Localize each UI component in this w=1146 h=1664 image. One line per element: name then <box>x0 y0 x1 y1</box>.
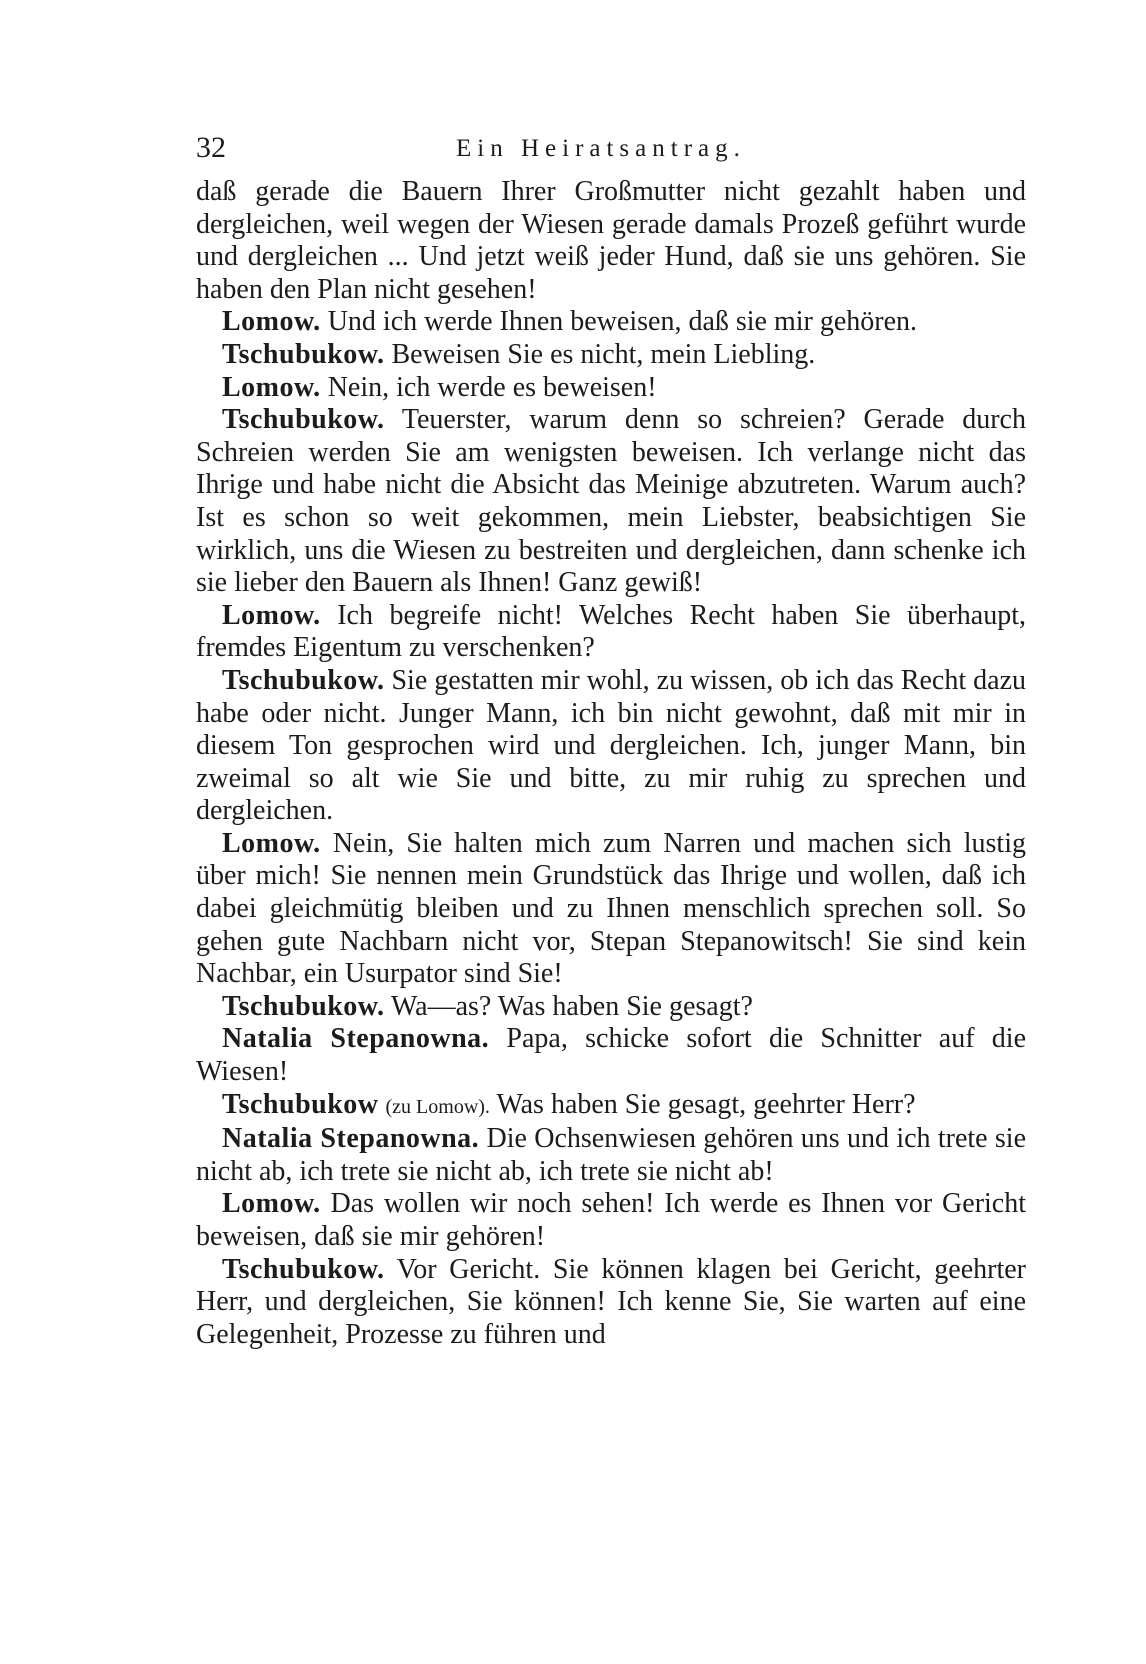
speaker-name: Tschubukow. <box>222 990 385 1022</box>
speaker-name: Natalia Stepanowna. <box>222 1023 490 1055</box>
paragraph <box>196 176 1026 306</box>
paragraph-text: Sie gestatten mir wohl, zu wissen, ob ich das Recht dazu habe oder nicht. Junger Mann, ich bin nicht gewohnt, daß mit mir in diesem Ton gesprochen wird und dergleichen. Ich, junger Mann, bin zweimal so alt wie Sie und bitte, zu mir ruhig zu sprechen und dergleichen. <box>196 664 1026 827</box>
paragraph-text: Papa, schicke sofort die Schnitter auf die Wiesen! <box>196 1023 1027 1088</box>
speaker-name: Lomow. <box>222 371 321 403</box>
paragraph <box>196 828 1026 991</box>
paragraph <box>196 991 1026 1024</box>
paragraph-text: Vor Gericht. Sie können klagen bei Gericht, geehrter Herr, und dergleichen, Sie können! Ich kenne Sie, Sie warten auf eine Gelegenheit, Prozesse zu führen und <box>196 1253 1026 1350</box>
speaker-name: Lomow. <box>222 599 321 631</box>
running-title: Ein Heiratsantrag. <box>456 135 746 162</box>
speaker-name: Natalia Stepanowna. <box>222 1123 480 1155</box>
paragraph <box>196 339 1026 372</box>
paragraph-text: Nein, Sie halten mich zum Narren und machen sich lustig über mich! Sie nennen mein Grundstück das Ihrige und wollen, daß ich dabei gleichmütig bleiben und zu Ihnen menschlich sprechen soll. So gehen gute Nachbarn nicht vor, Stepan Stepanowitsch! Sie sind kein Nachbar, ein Usurpator sind Sie! <box>196 827 1026 990</box>
paragraph <box>196 1188 1026 1253</box>
paragraph <box>196 600 1026 665</box>
speaker-name: Tschubukow. <box>222 338 385 370</box>
speaker-name: Tschubukow <box>222 1088 379 1120</box>
paragraph <box>196 404 1026 600</box>
paragraph <box>196 1089 1026 1124</box>
paragraph-text: Ich begreife nicht! Welches Recht haben Sie überhaupt, fremdes Eigentum zu verschenken? <box>196 599 1026 664</box>
speaker-name: Lomow. <box>222 306 321 338</box>
paragraph <box>196 665 1026 828</box>
paragraph-text: Nein, ich werde es beweisen! <box>327 371 657 403</box>
speaker-name: Lomow. <box>222 827 321 859</box>
page-body <box>196 176 1026 1351</box>
paragraph-text: Und ich werde Ihnen beweisen, daß sie mir gehören. <box>327 306 918 338</box>
paragraph <box>196 1123 1026 1188</box>
speaker-name: Tschubukow. <box>222 404 385 436</box>
book-page <box>196 128 1026 1351</box>
paragraph-text: Das wollen wir noch sehen! Ich werde es Ihnen vor Gericht beweisen, daß sie mir gehören! <box>196 1188 1027 1252</box>
speaker-name: Tschubukow. <box>222 664 385 696</box>
paragraph <box>196 372 1026 405</box>
paragraph <box>196 1254 1026 1352</box>
paragraph-text: Teuerster, warum denn so schreien? Gerade durch Schreien werden Sie am wenigsten beweisen. Ich verlange nicht das Ihrige und habe nicht die Absicht das Meinige abzutreten. Warum auch? Ist es schon so weit gekommen, mein Liebster, beabsichtigen Sie wirklich, uns die Wiesen zu bestreiten und dergleichen, dann schenke ich sie lieber den Bauern als Ihnen! Ganz gewiß! <box>196 404 1026 599</box>
paragraph-text: Was haben Sie gesagt, geehrter Herr? <box>496 1088 916 1120</box>
speaker-name: Tschubukow. <box>222 1253 385 1285</box>
running-head <box>196 128 1026 176</box>
paragraph <box>196 1023 1026 1088</box>
paragraph-text: Beweisen Sie es nicht, mein Liebling. <box>391 338 816 370</box>
paragraph-text: daß gerade die Bauern Ihrer Großmutter nicht gezahlt haben und dergleichen, weil wegen der Wiesen gerade damals Prozeß geführt wurde und dergleichen ... Und jetzt weiß jeder Hund, daß sie uns gehören. Sie haben den Plan nicht gesehen! <box>196 176 1026 305</box>
stage-direction: (zu Lomow). <box>385 1095 490 1118</box>
paragraph-text: Wa—as? Was haben Sie gesagt? <box>390 990 753 1022</box>
paragraph-text: Die Ochsenwiesen gehören uns und ich trete sie nicht ab, ich trete sie nicht ab, ich trete sie nicht ab! <box>196 1123 1027 1187</box>
speaker-name: Lomow. <box>222 1188 321 1220</box>
page-number: 32 <box>196 131 226 164</box>
paragraph <box>196 306 1026 339</box>
